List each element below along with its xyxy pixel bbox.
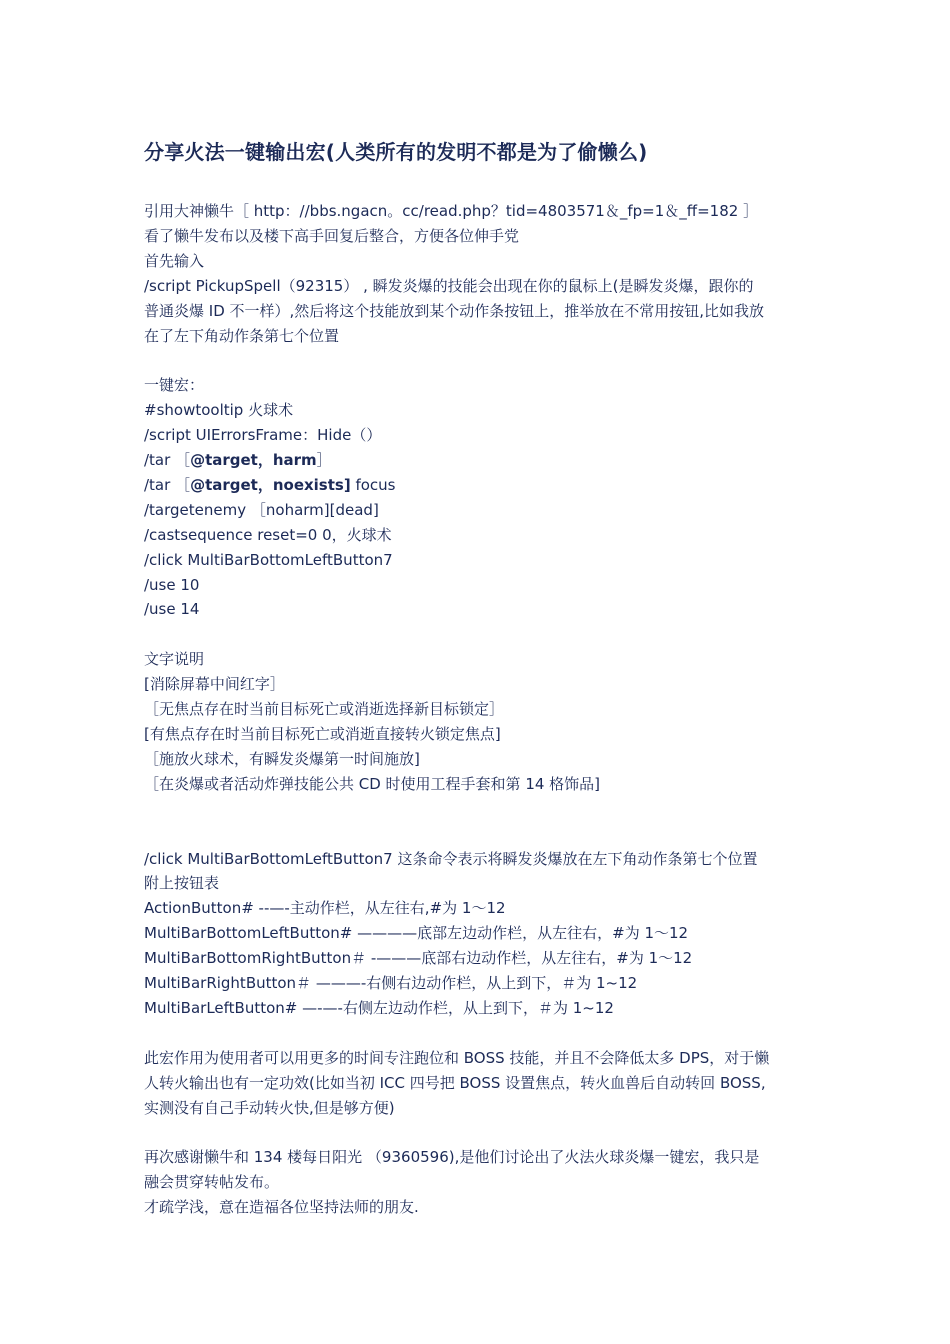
macro-heading: 一键宏： (144, 376, 205, 395)
purpose-line: 此宏作用为使用者可以用更多的时间专注跑位和 BOSS 技能，并且不会降低太多 DPS，对于懒 (144, 1048, 770, 1067)
explain-line: ［在炎爆或者活动炸弹技能公共 CD 时使用工程手套和第 14 格饰品] (144, 774, 601, 793)
button-table-line: MultiBarBottomRightButton＃ -———底部右边动作栏，从左往右，#为 1～12 (144, 949, 693, 968)
intro-line: /script PickupSpell（92315） , 瞬发炎爆的技能会出现在你的鼠标上(是瞬发炎爆，跟你的 (144, 276, 754, 295)
button-table-line: MultiBarBottomLeftButton# ————底部左边动作栏，从左往右，#为 1～12 (144, 924, 689, 943)
macro-text: ］ (316, 451, 332, 470)
intro-line: 首先输入 (144, 251, 205, 270)
explain-heading: 文字说明 (144, 650, 205, 669)
macro-text: /tar ［ (144, 451, 191, 470)
macro-bold-text: @target，harm (190, 451, 317, 470)
spacer (144, 348, 814, 373)
explain-line: ［施放火球术，有瞬发炎爆第一时间施放] (144, 749, 420, 768)
macro-line (144, 473, 814, 498)
reference-line: 引用大神懒牛［ http：//bbs.ngacn。cc/read.php？tid=4803571＆_fp=1＆_ff=182 ］ (144, 202, 759, 220)
thanks-line: 再次感谢懒牛和 134 楼每日阳光 （9360596),是他们讨论出了火法火球炎爆一键宏，我只是 (144, 1148, 760, 1167)
thanks-line: 才疏学浅，意在造福各位坚持法师的朋友. (144, 1198, 419, 1217)
macro-line: #showtooltip 火球术 (144, 401, 294, 420)
page-title: 分享火法一键输出宏(人类所有的发明不都是为了偷懒么) (144, 140, 648, 164)
button-table-line: ActionButton# --—-主动作栏，从左往右,#为 1～12 (144, 899, 506, 918)
button-table-line: 附上按钮表 (144, 874, 220, 893)
spacer (144, 822, 814, 847)
purpose-line: 人转火输出也有一定功效(比如当初 ICC 四号把 BOSS 设置焦点，转火血兽后自动转回 BOSS, (144, 1073, 766, 1092)
thanks-line: 融会贯穿转帖发布。 (144, 1173, 280, 1192)
spacer (144, 1120, 814, 1145)
intro-line: 看了懒牛发布以及楼下高手回复后整合，方便各位伸手党 (144, 226, 520, 245)
macro-line: /use 14 (144, 600, 200, 619)
macro-line: /script UIErrorsFrame：Hide（） (144, 426, 382, 445)
spacer (144, 1021, 814, 1046)
spacer (144, 622, 814, 647)
macro-line: /castsequence reset=0 0，火球术 (144, 525, 392, 544)
intro-line: 普通炎爆 ID 不一样）,然后将这个技能放到某个动作条按钮上，推举放在不常用按钮,比如我放 (144, 301, 765, 320)
explain-line: [消除屏幕中间红字］ (144, 675, 285, 694)
explain-line: [有焦点存在时当前目标死亡或消逝直接转火锁定焦点] (144, 725, 501, 743)
macro-line: /use 10 (144, 575, 200, 594)
macro-line (144, 448, 814, 473)
explain-line: ［无焦点存在时当前目标死亡或消逝选择新目标锁定］ (144, 700, 505, 719)
button-table-line: /click MultiBarBottomLeftButton7 这条命令表示将瞬发炎爆放在左下角动作条第七个位置 (144, 849, 758, 868)
button-table-line: MultiBarLeftButton# —-—-右侧左边动作栏，从上到下，＃为 1~12 (144, 998, 614, 1017)
macro-bold-text: @target，noexists] (190, 475, 351, 494)
macro-text: focus (350, 475, 396, 494)
macro-line: /click MultiBarBottomLeftButton7 (144, 550, 393, 569)
spacer (144, 797, 814, 822)
macro-text: /tar ［ (144, 475, 191, 494)
purpose-line: 实测没有自己手动转火快,但是够方便) (144, 1098, 395, 1117)
macro-line: /targetenemy ［noharm][dead] (144, 500, 379, 519)
document-body (144, 199, 814, 1220)
button-table-line: MultiBarRightButton＃ ———-右侧右边动作栏，从上到下，＃为 1~12 (144, 974, 638, 993)
intro-line: 在了左下角动作条第七个位置 (144, 326, 340, 345)
